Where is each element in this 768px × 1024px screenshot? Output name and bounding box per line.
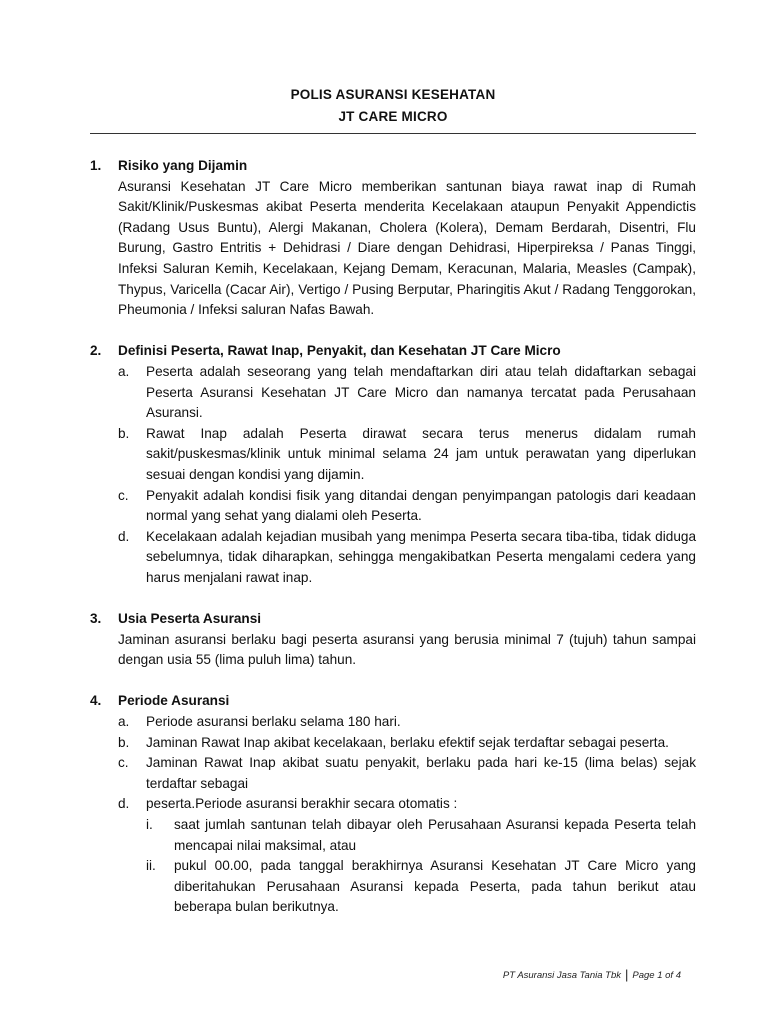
list-item <box>118 486 696 527</box>
document-subtitle: JT CARE MICRO <box>338 109 448 124</box>
sub-list-item <box>146 856 696 918</box>
section-heading: Usia Peserta Asuransi <box>118 611 262 627</box>
list-item-text: Kecelakaan adalah kejadian musibah yang menimpa Peserta secara tiba-tiba, tidak diduga sebelumnya, tidak diharapkan, sehingga mengakibatkan Peserta mengalami cedera yang harus menjalani rawat inap. <box>146 528 696 585</box>
list-item-text: Penyakit adalah kondisi fisik yang ditandai dengan penyimpangan patologis dari keadaan normal yang sehat yang dialami oleh Peserta. <box>146 487 696 524</box>
list-marker: b. <box>118 425 130 441</box>
section-periode <box>90 691 696 918</box>
list-item <box>118 733 696 754</box>
document-body <box>90 156 696 918</box>
list-item-text: Jaminan Rawat Inap akibat suatu penyakit, berlaku pada hari ke-15 (lima belas) sejak terdaftar sebagai <box>146 755 696 791</box>
footer-company: PT Asuransi Jasa Tania Tbk <box>502 970 621 981</box>
page-footer <box>503 966 681 981</box>
section-paragraph: Asuransi Kesehatan JT Care Micro memberikan santunan biaya rawat inap di Rumah Sakit/Klinik/Puskesmas akibat Peserta menderita Kecelakaan ataupun Penyakit Appendictis (Radang Usus Buntu), Alergi Makanan, Cholera (Kolera), Demam Berdarah, Disentri, Flu Burung, Gastro Entritis + Dehidrasi / Diare dengan Dehidrasi, Hiperpireksa / Panas Tinggi, Infeksi Saluran Kemih, Kecelakaan, Kejang Demam, Keracunan, Malaria, Measles (Campak), Thypus, Varicella (Cacar Air), Vertigo / Pusing Berputar, Pharingitis Akut / Radang Tenggorokan, Pheumonia / Infeksi saluran Nafas Bawah. <box>118 178 696 318</box>
sub-list-item-text: saat jumlah santunan telah dibayar oleh Perusahaan Asuransi kepada Peserta telah mencapai nilai maksimal, atau <box>174 817 696 853</box>
list-marker: c. <box>118 487 129 503</box>
list-item-text: Jaminan Rawat Inap akibat kecelakaan, berlaku efektif sejak terdaftar sebagai peserta. <box>146 734 669 750</box>
document-title: POLIS ASURANSI KESEHATAN <box>290 87 496 102</box>
list-item-text: Periode asuransi berlaku selama 180 hari. <box>146 714 401 730</box>
section-number: 3. <box>90 611 102 627</box>
sub-list-item-text: pukul 00.00, pada tanggal berakhirnya Asuransi Kesehatan JT Care Micro yang diberitahukan Perusahaan Asuransi kepada Peserta, pada tahun berikut atau beberapa bulan berikutnya. <box>174 858 696 915</box>
list-item-text: Peserta adalah seseorang yang telah mendaftarkan diri atau telah didaftarkan sebagai Peserta Asuransi Kesehatan JT Care Micro dan namanya tercatat pada Perusahaan Asuransi. <box>146 363 696 421</box>
list-item <box>118 712 696 733</box>
section-paragraph: Jaminan asuransi berlaku bagi peserta asuransi yang berusia minimal 7 (tujuh) tahun sampai dengan usia 55 (lima puluh lima) tahun. <box>118 631 696 668</box>
section-number: 4. <box>90 693 102 709</box>
list-marker: d. <box>118 796 130 812</box>
list-item <box>118 424 696 486</box>
section-number: 1. <box>90 158 102 173</box>
sub-list-marker: ii. <box>146 858 156 874</box>
footer-separator: | <box>625 967 629 982</box>
list-marker: d. <box>118 528 130 544</box>
section-number: 2. <box>90 343 102 359</box>
list-item-text: peserta.Periode asuransi berakhir secara otomatis : <box>146 796 458 812</box>
list-item-text: Rawat Inap adalah Peserta dirawat secara terus menerus didalam rumah sakit/puskesmas/klinik untuk minimal selama 24 jam untuk perawatan yang diperlukan sesuai dengan kondisi yang dijamin. <box>146 425 696 482</box>
list-item <box>118 362 696 424</box>
section-risiko <box>90 156 696 321</box>
section-heading: Risiko yang Dijamin <box>118 158 248 173</box>
list-item <box>118 794 696 815</box>
list-marker: c. <box>118 755 129 771</box>
title-divider <box>90 133 696 134</box>
list-item <box>118 527 696 589</box>
page-number: Page 1 of 4 <box>632 970 681 981</box>
section-heading: Definisi Peserta, Rawat Inap, Penyakit, dan Kesehatan JT Care Micro <box>118 343 561 359</box>
sub-list-marker: i. <box>146 817 153 832</box>
section-definisi <box>90 341 696 588</box>
section-usia <box>90 609 696 671</box>
list-item <box>118 753 696 794</box>
section-heading: Periode Asuransi <box>118 693 230 709</box>
list-marker: a. <box>118 363 130 379</box>
list-marker: b. <box>118 734 130 750</box>
list-marker: a. <box>118 714 130 730</box>
sub-list-item <box>146 815 696 856</box>
